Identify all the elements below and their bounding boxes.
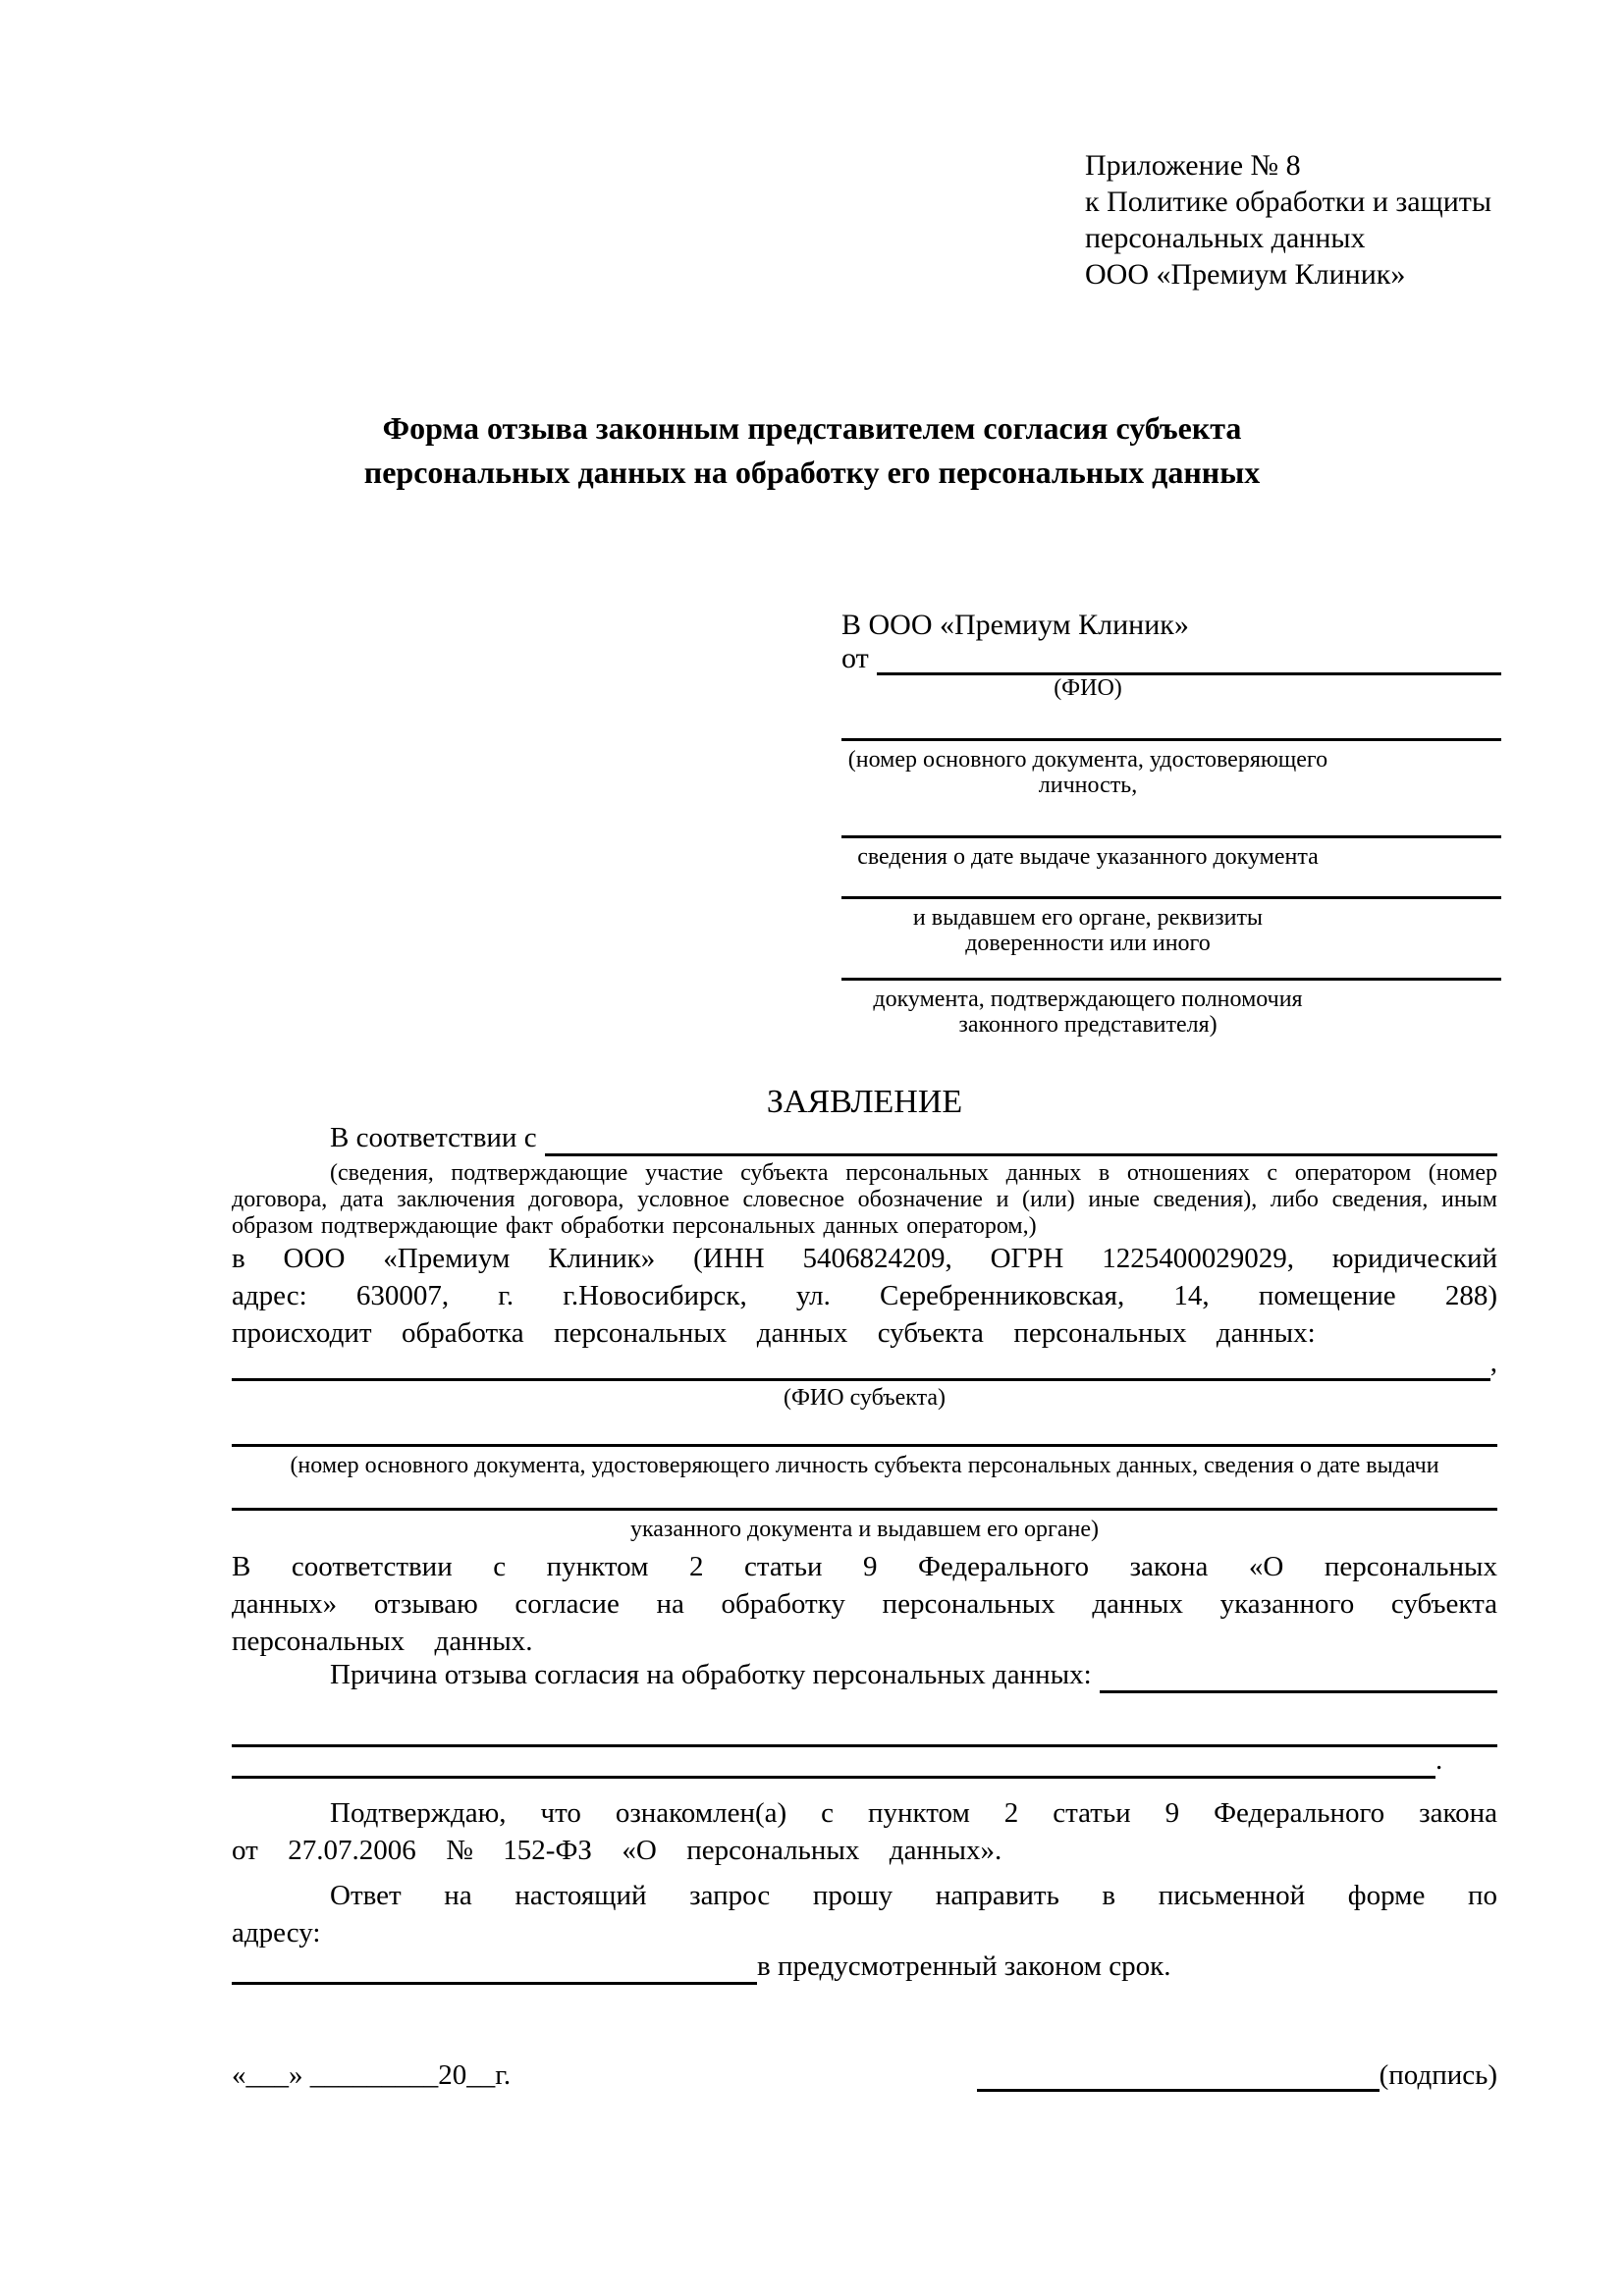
signature-block bbox=[977, 2056, 1497, 2092]
subject-fio-row bbox=[232, 1347, 1497, 1381]
addressee-block bbox=[841, 609, 1501, 1038]
form-title-line-1: Форма отзыва законным представителем согласия субъекта bbox=[382, 410, 1242, 446]
addressee-from-row bbox=[841, 642, 1501, 675]
header-block bbox=[1085, 147, 1624, 293]
form-title-line-2: персональных данных на обработку его персональных данных bbox=[363, 454, 1261, 490]
footer-row bbox=[232, 2056, 1497, 2092]
period-mark: . bbox=[1435, 1744, 1443, 1776]
statement-heading: ЗАЯВЛЕНИЕ bbox=[766, 1084, 963, 1120]
blank-fill-line-1 bbox=[232, 1693, 1497, 1747]
doc-caption-4: документа, подтверждающего полномочия законного представителя) bbox=[873, 987, 1303, 1038]
fio-caption: (ФИО) bbox=[1054, 675, 1122, 701]
statement-body bbox=[232, 1082, 1497, 2092]
form-title bbox=[0, 406, 1624, 495]
reason-fill-line bbox=[1100, 1690, 1497, 1693]
reply-tail: в предусмотренный законом срок. bbox=[757, 1950, 1171, 1982]
intro-label: В соответствии с bbox=[330, 1122, 537, 1153]
comma-mark: , bbox=[1489, 1347, 1497, 1378]
doc-caption-2: сведения о дате выдаче указанного документа bbox=[857, 844, 1319, 870]
doc-fill-line-3 bbox=[841, 870, 1501, 899]
subject-fio-caption: (ФИО субъекта) bbox=[783, 1385, 947, 1411]
doc-fill-line-2 bbox=[841, 798, 1501, 838]
reply-address-fill-line bbox=[232, 1949, 757, 1985]
operator-paragraph: в ООО «Премиум Клиник» (ИНН 5406824209, ОГРН 1225400029029, юридический адрес: 630007, г. г.Новосибирск, ул. Серебренниковская, 14, помещение 288) происходит обработка персональных данных субъекта персональных данных: bbox=[232, 1243, 1497, 1349]
subject-doc-fill-line-1 bbox=[232, 1411, 1497, 1447]
subject-doc-fill-line-2 bbox=[232, 1478, 1497, 1511]
reply-address-row bbox=[232, 1951, 1497, 1985]
subject-fio-fill-line bbox=[232, 1378, 1490, 1381]
doc-caption-3: и выдавшем его органе, реквизиты доверенности или иного bbox=[912, 905, 1264, 956]
blank-line-2-row bbox=[232, 1744, 1497, 1779]
signature-caption: (подпись) bbox=[1379, 2059, 1497, 2091]
signature-fill-line bbox=[977, 2056, 1380, 2092]
doc-caption-1: (номер основного документа, удостоверяющего личность, bbox=[847, 747, 1328, 798]
date-line: «___» _________20__г. bbox=[232, 2059, 512, 2091]
confirm-paragraph: Подтверждаю, что ознакомлен(а) с пунктом 2 статьи 9 Федерального закона от 27.07.2006 № 152-ФЗ «О персональных данных». bbox=[232, 1797, 1497, 1866]
doc-fill-line-1 bbox=[841, 701, 1501, 741]
header-line-appendix: Приложение № 8 bbox=[1085, 149, 1301, 182]
from-fill-line bbox=[877, 672, 1501, 675]
doc-fill-line-4 bbox=[841, 956, 1501, 981]
intro-row bbox=[232, 1123, 1497, 1156]
fine-print: (сведения, подтверждающие участие субъекта персональных данных в отношениях с оператором (номер договора, дата заключения договора, условное словесное обозначение и (или) иные сведения), либо сведения, иным образом подтверждающие факт обработки персональных данных оператором,) bbox=[232, 1160, 1497, 1239]
subject-doc-caption-1: (номер основного документа, удостоверяющего личность субъекта персональных данных, сведения о дате выдачи bbox=[290, 1453, 1439, 1478]
reason-label: Причина отзыва согласия на обработку персональных данных: bbox=[330, 1659, 1092, 1690]
addressee-to: В ООО «Премиум Клиник» bbox=[841, 609, 1189, 641]
reason-row bbox=[232, 1660, 1497, 1693]
blank-fill-line-2 bbox=[232, 1744, 1435, 1779]
header-line-company: ООО «Премиум Клиник» bbox=[1085, 258, 1406, 291]
header-line-policy: к Политике обработки и защиты bbox=[1085, 186, 1492, 218]
reply-paragraph: Ответ на настоящий запрос прошу направить в письменной форме по адресу: bbox=[232, 1880, 1497, 1949]
subject-doc-caption-2: указанного документа и выдавшем его органе) bbox=[629, 1517, 1100, 1542]
from-label: от bbox=[841, 642, 869, 674]
withdrawal-paragraph: В соответствии с пунктом 2 статьи 9 Федерального закона «О персональных данных» отзываю согласие на обработку персональных данных указанного субъекта персональных данных. bbox=[232, 1551, 1497, 1657]
intro-fill-line bbox=[545, 1153, 1497, 1156]
header-line-personal-data: персональных данных bbox=[1085, 222, 1366, 254]
